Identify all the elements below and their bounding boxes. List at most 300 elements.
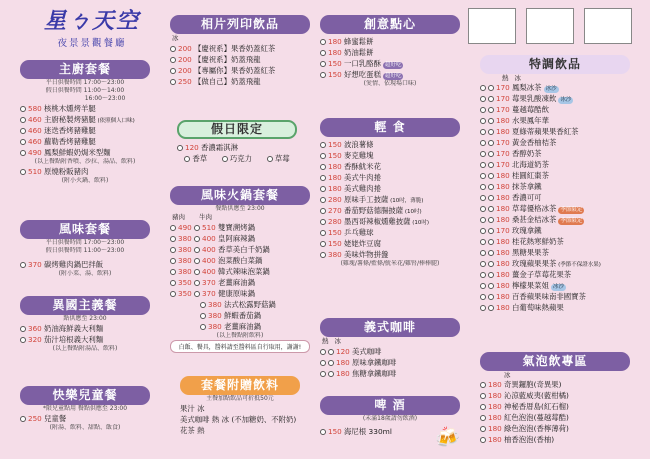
item-name: 姥姥炸豆腐 xyxy=(344,239,381,248)
menu-item[interactable] xyxy=(320,183,460,194)
item-name: 健康原味鍋 xyxy=(218,289,255,298)
menu-item[interactable] xyxy=(170,43,310,54)
snacks-section xyxy=(320,15,460,88)
special-drinks-title: 特調飲品 xyxy=(480,55,630,74)
radio[interactable] xyxy=(480,294,486,300)
radio[interactable] xyxy=(480,206,486,212)
price: 460 xyxy=(28,115,42,124)
radio[interactable] xyxy=(480,118,486,124)
tag-badge: 冰沙 xyxy=(545,86,557,92)
tag-badge: 季節限定 xyxy=(560,218,583,224)
radio[interactable] xyxy=(488,151,494,157)
item-name: 迷迭香烤豬雞腿 xyxy=(44,126,96,135)
item-name: 泡菜酸白菜鍋 xyxy=(218,256,263,265)
radio[interactable] xyxy=(480,415,486,421)
radio[interactable] xyxy=(320,371,326,377)
price: 180 xyxy=(496,248,510,257)
radio[interactable] xyxy=(184,156,190,162)
radio[interactable] xyxy=(480,162,486,168)
menu-item[interactable] xyxy=(320,36,460,47)
radio[interactable] xyxy=(480,305,486,311)
menu-item[interactable] xyxy=(480,82,630,93)
radio[interactable] xyxy=(480,272,486,278)
radio[interactable] xyxy=(480,151,486,157)
price: 170 xyxy=(496,138,510,147)
special-drinks-section xyxy=(480,55,630,313)
menu-item[interactable] xyxy=(480,423,630,434)
hotpot-item[interactable] xyxy=(170,233,310,244)
radio[interactable] xyxy=(480,382,486,388)
radio[interactable] xyxy=(320,153,326,159)
menu-item[interactable] xyxy=(480,379,630,390)
flavor-option[interactable] xyxy=(222,153,252,164)
table-field[interactable] xyxy=(584,8,632,44)
menu-item[interactable] xyxy=(480,291,630,302)
radio[interactable] xyxy=(488,228,494,234)
radio[interactable] xyxy=(20,326,26,332)
radio[interactable] xyxy=(488,162,494,168)
item-name: 香酥魷米花 xyxy=(344,162,381,171)
radio[interactable] xyxy=(170,247,176,253)
radio[interactable] xyxy=(480,129,486,135)
tag-badge: 超好吃 xyxy=(384,62,402,68)
chef-note: (以上餐點附香噴、沙拉、湯品、飲料) xyxy=(34,158,136,165)
set-drink-item xyxy=(180,403,300,414)
price-pork: 350 xyxy=(178,289,192,298)
menu-item[interactable] xyxy=(480,390,630,401)
price-beef: 370 xyxy=(202,278,216,287)
price: 170 xyxy=(496,149,510,158)
radio[interactable] xyxy=(328,349,334,355)
menu-item[interactable] xyxy=(20,334,150,345)
radio[interactable] xyxy=(170,258,176,264)
coffee-section xyxy=(320,318,460,379)
radio[interactable] xyxy=(320,61,326,67)
coffee-item[interactable] xyxy=(320,357,460,368)
order-no-field[interactable] xyxy=(468,8,516,44)
price: 180 xyxy=(496,171,510,180)
radio[interactable] xyxy=(267,156,273,162)
coffee-item[interactable] xyxy=(320,346,460,357)
radio[interactable] xyxy=(222,156,228,162)
set-drinks-title: 套餐附贈飲料 xyxy=(180,376,300,395)
radio[interactable] xyxy=(488,140,494,146)
item-name: 水果鳳年華 xyxy=(512,116,549,125)
beer-mug-icon: 🍻 xyxy=(435,425,460,449)
menu-item[interactable] xyxy=(20,125,150,136)
flavor-hours-1: 平日供餐時間 17:00〜23:00 xyxy=(45,239,125,246)
radio[interactable] xyxy=(480,217,486,223)
radio[interactable] xyxy=(320,72,326,78)
item-name: 雙寶溯烤鍋 xyxy=(218,223,255,232)
radio[interactable] xyxy=(480,261,486,267)
radio[interactable] xyxy=(20,128,26,134)
menu-item[interactable] xyxy=(320,47,460,58)
radio[interactable] xyxy=(480,184,486,190)
price: 370 xyxy=(28,260,42,269)
radio[interactable] xyxy=(194,269,200,275)
tag-badge: 冰沙 xyxy=(552,284,564,290)
menu-item[interactable] xyxy=(320,227,460,238)
menu-item[interactable] xyxy=(480,280,630,291)
radio[interactable] xyxy=(194,280,200,286)
radio[interactable] xyxy=(194,258,200,264)
radio[interactable] xyxy=(488,283,494,289)
radio[interactable] xyxy=(20,117,26,123)
item-name: 主廚秘製烤豬腿 (依照個人口味) xyxy=(44,115,135,124)
item-name: 【做自己】奶蓋飛龍 xyxy=(194,77,261,86)
price: 150 xyxy=(328,151,342,160)
col-label-ice: 冰 xyxy=(514,74,521,82)
radio[interactable] xyxy=(20,169,26,175)
item-name: 百香蘋果味南非國寶茶 xyxy=(512,292,586,301)
price: 180 xyxy=(496,193,510,202)
menu-item[interactable] xyxy=(20,114,150,125)
radio[interactable] xyxy=(488,107,494,113)
item-name: 法式松露野菇鍋 xyxy=(224,300,276,309)
radio[interactable] xyxy=(488,294,494,300)
radio[interactable] xyxy=(177,145,183,151)
menu-item[interactable] xyxy=(20,103,150,114)
price: 120 xyxy=(336,347,350,356)
photo-drink-section xyxy=(170,15,310,87)
menu-item[interactable] xyxy=(480,247,630,258)
radio[interactable] xyxy=(320,175,326,181)
radio[interactable] xyxy=(320,429,326,435)
menu-item[interactable] xyxy=(320,139,460,150)
radio[interactable] xyxy=(170,79,176,85)
radio[interactable] xyxy=(488,217,494,223)
menu-item[interactable] xyxy=(170,65,310,76)
item-name: 老薑麻油鍋 xyxy=(224,322,261,331)
menu-item[interactable] xyxy=(20,147,150,158)
radio[interactable] xyxy=(480,239,486,245)
radio[interactable] xyxy=(320,360,326,366)
radio[interactable] xyxy=(170,57,176,63)
price: 320 xyxy=(28,335,42,344)
price: 200 xyxy=(178,44,192,53)
radio[interactable] xyxy=(488,239,494,245)
radio[interactable] xyxy=(488,272,494,278)
photo-drink-title: 相片列印飲品 xyxy=(170,15,310,34)
menu-item[interactable] xyxy=(320,69,460,80)
radio[interactable] xyxy=(170,225,176,231)
menu-item[interactable] xyxy=(320,161,460,172)
item-name: 【專屬你】果香奶蓋紅茶 xyxy=(194,66,276,75)
menu-item[interactable] xyxy=(480,170,630,181)
price: 180 xyxy=(336,358,350,367)
radio[interactable] xyxy=(200,324,206,330)
radio[interactable] xyxy=(20,106,26,112)
radio[interactable] xyxy=(480,437,486,443)
price: 180 xyxy=(496,292,510,301)
chef-hours-3: 16:00〜23:00 xyxy=(84,95,126,102)
price-beef: 510 xyxy=(202,223,216,232)
radio[interactable] xyxy=(320,164,326,170)
price: 180 xyxy=(496,237,510,246)
radio[interactable] xyxy=(200,302,206,308)
radio[interactable] xyxy=(480,107,486,113)
price: 490 xyxy=(28,148,42,157)
radio[interactable] xyxy=(480,85,486,91)
price: 180 xyxy=(336,369,350,378)
price: 460 xyxy=(28,126,42,135)
chef-title: 主廚套餐 xyxy=(20,60,150,79)
menu-item[interactable] xyxy=(480,181,630,192)
radio[interactable] xyxy=(320,219,326,225)
hotpot-item[interactable] xyxy=(170,255,310,266)
holiday-title: 假日限定 xyxy=(177,120,297,139)
flavor-section xyxy=(20,220,150,278)
menu-item[interactable] xyxy=(320,205,460,216)
menu-item[interactable] xyxy=(170,76,310,87)
item-name: 薑金子草莓花果茶 xyxy=(512,270,572,279)
kids-hours: *限兒童點用 餐點供應至 23:00 xyxy=(42,405,128,412)
menu-item[interactable] xyxy=(480,258,630,269)
hotpot-item[interactable] xyxy=(170,222,310,233)
radio[interactable] xyxy=(194,291,200,297)
menu-item[interactable] xyxy=(480,269,630,280)
price: 280 xyxy=(328,195,342,204)
radio[interactable] xyxy=(488,206,494,212)
logo-sub: 夜景景觀餐廳 xyxy=(57,38,127,49)
price: 280 xyxy=(328,217,342,226)
price: 380 xyxy=(208,300,222,309)
price: 150 xyxy=(328,70,342,79)
item-name: 原燒粉販豬肉 xyxy=(44,167,89,176)
radio[interactable] xyxy=(480,393,486,399)
radio[interactable] xyxy=(170,236,176,242)
menu-item[interactable] xyxy=(480,214,630,225)
radio[interactable] xyxy=(488,173,494,179)
menu-item[interactable] xyxy=(480,159,630,170)
item-note: (依照個人口味) xyxy=(95,118,135,124)
menu-item[interactable] xyxy=(170,54,310,65)
price: 180 xyxy=(488,424,502,433)
radio[interactable] xyxy=(488,250,494,256)
price: 180 xyxy=(496,182,510,191)
logo xyxy=(24,4,160,52)
radio[interactable] xyxy=(328,360,334,366)
item-name: 香醇奶茶 xyxy=(512,149,542,158)
menu-item[interactable] xyxy=(480,137,630,148)
flavor-item[interactable] xyxy=(20,259,150,270)
item-name: 鳳梨冰茶 冰沙 xyxy=(512,83,557,92)
radio[interactable] xyxy=(320,39,326,45)
menu-item[interactable] xyxy=(320,150,460,161)
price: 170 xyxy=(496,83,510,92)
item-note: (季節不保證水果) xyxy=(556,262,601,268)
flavor-title: 風味套餐 xyxy=(20,220,150,239)
menu-item[interactable] xyxy=(320,249,460,260)
menu-item[interactable] xyxy=(480,126,630,137)
radio[interactable] xyxy=(480,283,486,289)
menu-item[interactable] xyxy=(320,194,460,205)
radio[interactable] xyxy=(320,252,326,258)
flavor-label: 巧克力 xyxy=(229,154,253,163)
item-name: 奇異鑼胞(奇異果) xyxy=(504,380,562,389)
radio[interactable] xyxy=(480,140,486,146)
item-note: (10吋) xyxy=(410,220,430,226)
price: 180 xyxy=(496,270,510,279)
beer-name: 海尼根 xyxy=(344,427,367,436)
sparkling-title: 氣泡飲專區 xyxy=(480,352,630,371)
hotpot-item[interactable] xyxy=(170,244,310,255)
radio[interactable] xyxy=(20,337,26,343)
chef-hours-2: 假日供餐時間 11:00〜14:00 xyxy=(45,87,125,94)
price: 200 xyxy=(178,66,192,75)
item-name: 美味炸物拼盤 xyxy=(344,250,389,259)
menu-item[interactable] xyxy=(200,310,310,321)
radio[interactable] xyxy=(480,426,486,432)
radio[interactable] xyxy=(20,139,26,145)
item-name: 核桃木燻烤羊腿 xyxy=(44,104,96,113)
radio[interactable] xyxy=(488,118,494,124)
item-name: 麥克雞塊 xyxy=(344,151,374,160)
item-name: 【慶祝系】果香奶蓋紅茶 xyxy=(194,44,276,53)
menu-item[interactable] xyxy=(480,236,630,247)
radio[interactable] xyxy=(480,195,486,201)
menu-item[interactable] xyxy=(480,302,630,313)
drink-label: 美式咖啡 熱 冰 (不加糖奶、不附奶) xyxy=(180,415,297,424)
radio[interactable] xyxy=(488,96,494,102)
price-beef: 400 xyxy=(202,234,216,243)
price: 180 xyxy=(496,281,510,290)
hotpot-hours: 餐點供應至 23:00 xyxy=(215,205,265,212)
radio[interactable] xyxy=(170,291,176,297)
radio[interactable] xyxy=(480,96,486,102)
radio[interactable] xyxy=(194,225,200,231)
beer-size: 330ml xyxy=(368,427,392,436)
menu-item[interactable] xyxy=(320,238,460,249)
price: 180 xyxy=(488,380,502,389)
menu-item[interactable] xyxy=(480,434,630,445)
radio[interactable] xyxy=(170,269,176,275)
menu-item[interactable] xyxy=(320,216,460,227)
holiday-item[interactable] xyxy=(177,142,297,153)
price: 170 xyxy=(496,105,510,114)
item-name: 香草美白千奶鍋 xyxy=(218,245,270,254)
people-field[interactable] xyxy=(526,8,574,44)
hotpot-item[interactable] xyxy=(170,288,310,299)
radio[interactable] xyxy=(170,46,176,52)
radio[interactable] xyxy=(320,142,326,148)
price: 180 xyxy=(496,204,510,213)
price-pork: 380 xyxy=(178,234,192,243)
price: 380 xyxy=(208,311,222,320)
radio[interactable] xyxy=(480,173,486,179)
radio[interactable] xyxy=(320,241,326,247)
radio[interactable] xyxy=(320,208,326,214)
menu-item[interactable] xyxy=(480,401,630,412)
radio[interactable] xyxy=(488,129,494,135)
item-name: 皇阿麻辣鍋 xyxy=(218,234,255,243)
radio[interactable] xyxy=(488,195,494,201)
menu-item[interactable] xyxy=(480,412,630,423)
item-name: 夏綠蒂蘋果果香紅茶 xyxy=(512,127,579,136)
menu-item[interactable] xyxy=(20,136,150,147)
item-name: 波浪薯條 xyxy=(344,140,374,149)
radio[interactable] xyxy=(480,250,486,256)
radio[interactable] xyxy=(480,404,486,410)
radio[interactable] xyxy=(20,416,26,422)
item-name: 【慶祝系】奶蓋飛龍 xyxy=(194,55,261,64)
radio[interactable] xyxy=(480,228,486,234)
radio[interactable] xyxy=(20,150,26,156)
price: 180 xyxy=(496,116,510,125)
radio[interactable] xyxy=(320,230,326,236)
item-name: 黃金香柚桔茶 xyxy=(512,138,557,147)
menu-item[interactable] xyxy=(480,115,630,126)
radio[interactable] xyxy=(20,262,26,268)
radio[interactable] xyxy=(488,305,494,311)
radio[interactable] xyxy=(170,280,176,286)
item-name: 玫瑰拿鐵 xyxy=(512,226,542,235)
menu-item[interactable] xyxy=(200,299,310,310)
price: 180 xyxy=(488,402,502,411)
set-drinks-sub: 主餐加點飲品可折抵50元 xyxy=(206,395,274,402)
menu-item[interactable] xyxy=(480,225,630,236)
menu-item[interactable] xyxy=(480,148,630,159)
radio[interactable] xyxy=(488,85,494,91)
chef-extra-item[interactable] xyxy=(20,166,150,177)
menu-item[interactable] xyxy=(20,323,150,334)
kids-item[interactable] xyxy=(20,413,150,424)
hotpot-note: (以上餐點附飲料) xyxy=(216,332,264,339)
radio[interactable] xyxy=(320,197,326,203)
radio[interactable] xyxy=(488,184,494,190)
chef-section xyxy=(20,60,150,185)
coffee-item[interactable] xyxy=(320,368,460,379)
menu-item[interactable] xyxy=(480,192,630,203)
radio[interactable] xyxy=(320,50,326,56)
hotpot-item[interactable] xyxy=(170,266,310,277)
set-drinks-section xyxy=(180,376,300,436)
item-note: (10吋) xyxy=(403,209,422,215)
price: 250 xyxy=(28,414,42,423)
item-name: 乒乓雞球 xyxy=(344,228,374,237)
price-pork: 350 xyxy=(178,278,192,287)
menu-item[interactable] xyxy=(200,321,310,332)
col-label-ice: 冰 xyxy=(334,337,341,345)
price: 150 xyxy=(328,228,342,237)
price: 150 xyxy=(328,239,342,248)
radio[interactable] xyxy=(320,186,326,192)
menu-item[interactable] xyxy=(320,58,460,69)
radio[interactable] xyxy=(328,371,334,377)
radio[interactable] xyxy=(320,349,326,355)
radio[interactable] xyxy=(194,247,200,253)
holiday-section xyxy=(177,120,297,164)
radio[interactable] xyxy=(200,313,206,319)
menu-item[interactable] xyxy=(480,203,630,214)
beer-title: 啤 酒 xyxy=(320,396,460,415)
menu-item[interactable] xyxy=(320,172,460,183)
item-name: 焦糖拿鐵咖啡 xyxy=(352,369,397,378)
set-drink-item xyxy=(180,425,300,436)
radio[interactable] xyxy=(194,236,200,242)
menu-item[interactable] xyxy=(480,104,630,115)
flavor-option[interactable] xyxy=(267,153,290,164)
hotpot-item[interactable] xyxy=(170,277,310,288)
flavor-option[interactable] xyxy=(184,153,207,164)
menu-item[interactable] xyxy=(480,93,630,104)
radio[interactable] xyxy=(170,68,176,74)
hotpot-title: 風味火鍋套餐 xyxy=(170,186,310,205)
price: 150 xyxy=(328,427,342,436)
coffee-title: 義式咖啡 xyxy=(320,318,460,337)
radio[interactable] xyxy=(488,261,494,267)
